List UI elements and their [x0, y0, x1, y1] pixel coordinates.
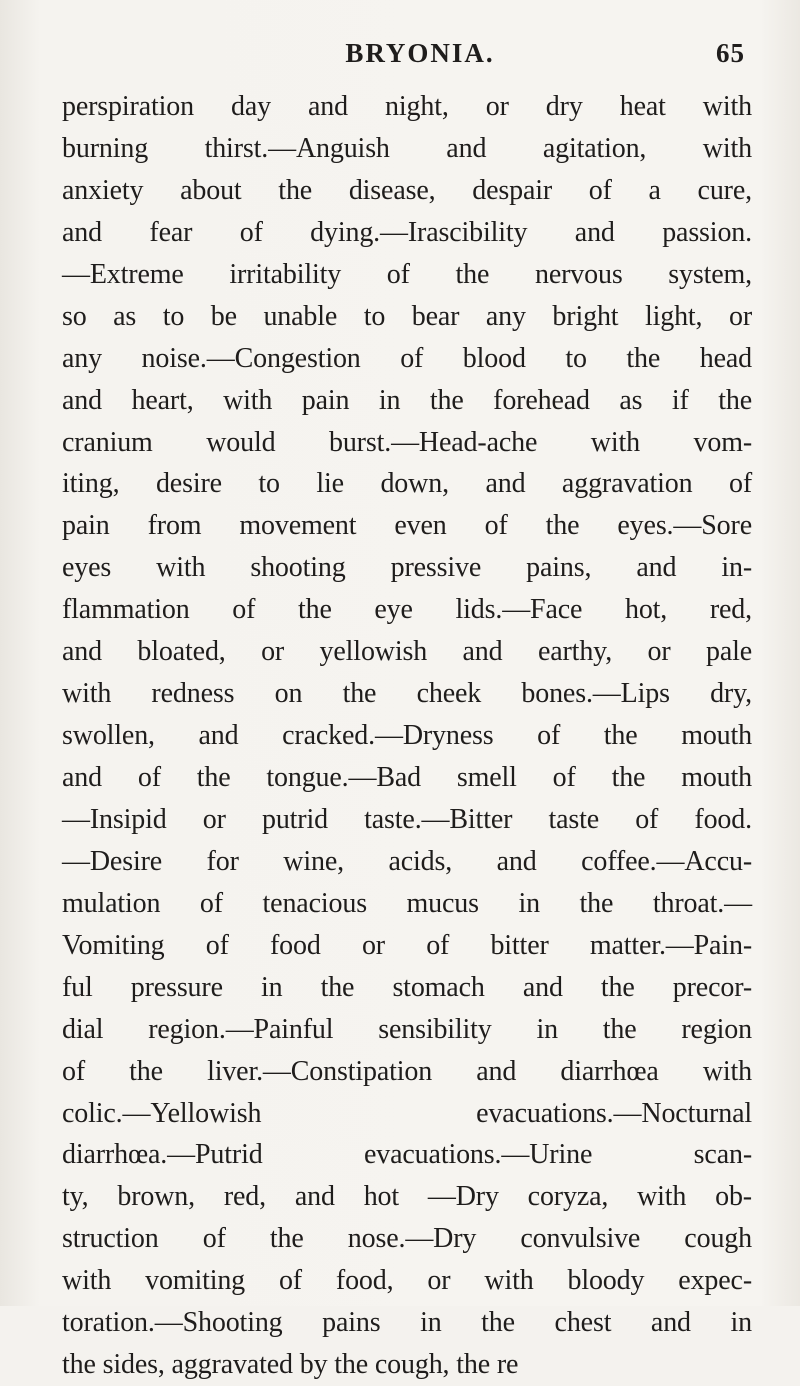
text-line: eyes with shooting pressive pains, and in- [62, 552, 752, 584]
text-line: so as to be unable to bear any bright light, or [62, 300, 752, 332]
text-line: and bloated, or yellowish and earthy, or pale [62, 636, 752, 668]
text-line: and fear of dying.—Irascibility and passion. [62, 216, 752, 248]
text-line: toration.—Shooting pains in the chest and in [62, 1307, 752, 1339]
text-line: flammation of the eye lids.—Face hot, red, [62, 594, 752, 626]
text-line: any noise.—Congestion of blood to the head [62, 342, 752, 374]
text-line: diarrhœa.—Putrid evacuations.—Urine scan- [62, 1139, 752, 1171]
text-line: struction of the nose.—Dry convulsive cough [62, 1223, 752, 1255]
text-line: the sides, aggravated by the cough, the re [62, 1349, 519, 1381]
text-line: —Extreme irritability of the nervous system, [62, 258, 752, 290]
text-line: and heart, with pain in the forehead as if the [62, 384, 752, 416]
running-header [95, 38, 745, 78]
text-line: anxiety about the disease, despair of a cure, [62, 174, 752, 206]
text-line: pain from movement even of the eyes.—Sore [62, 510, 752, 542]
text-line: burning thirst.—Anguish and agitation, with [62, 132, 752, 164]
text-line: with redness on the cheek bones.—Lips dry, [62, 678, 752, 710]
text-line: ful pressure in the stomach and the precor- [62, 971, 752, 1003]
text-line: cranium would burst.—Head-ache with vom- [62, 426, 752, 458]
text-line: —Desire for wine, acids, and coffee.—Accu- [62, 845, 752, 877]
text-line: mulation of tenacious mucus in the throat.— [62, 887, 752, 919]
text-line: and of the tongue.—Bad smell of the mouth [62, 762, 752, 793]
text-line: ty, brown, red, and hot —Dry coryza, with ob- [62, 1181, 752, 1213]
text-line: dial region.—Painful sensibility in the region [62, 1013, 752, 1045]
running-title: BRYONIA. [345, 38, 495, 68]
page-number: 65 [716, 38, 745, 68]
text-line: iting, desire to lie down, and aggravation of [62, 468, 752, 500]
text-line: —Insipid or putrid taste.—Bitter taste of food. [62, 803, 752, 835]
text-line: colic.—Yellowish evacuations.—Nocturnal [62, 1097, 752, 1129]
text-line: swollen, and cracked.—Dryness of the mouth [62, 720, 752, 752]
text-line: of the liver.—Constipation and diarrhœa with [62, 1055, 752, 1087]
text-line: perspiration day and night, or dry heat with [62, 91, 752, 122]
text-line: Vomiting of food or of bitter matter.—Pain- [62, 929, 752, 961]
body-text [62, 86, 752, 1386]
text-line: with vomiting of food, or with bloody expec- [62, 1265, 752, 1297]
